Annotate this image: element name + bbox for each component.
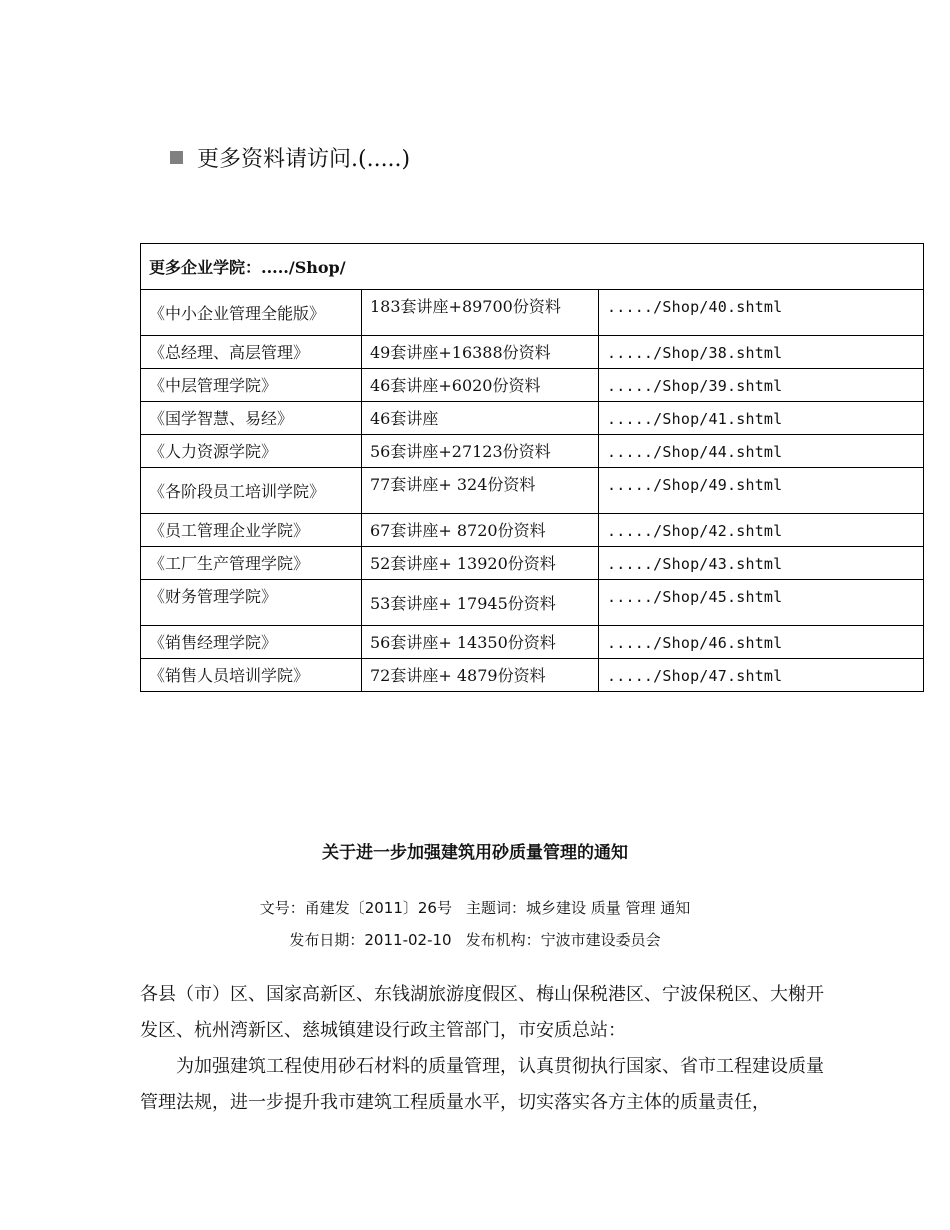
document-keywords: 主题词：城乡建设 质量 管理 通知 [465, 899, 691, 917]
course-name: 《工厂生产管理学院》 [141, 547, 362, 580]
course-content: 56套讲座+27123份资料 [362, 435, 599, 468]
table-row [141, 402, 924, 435]
course-link[interactable]: ...../Shop/43.shtml [599, 547, 924, 580]
document-meta-line-2 [0, 929, 950, 950]
publish-date: 发布日期：2011-02-10 [289, 931, 452, 949]
course-link[interactable]: ...../Shop/39.shtml [599, 369, 924, 402]
course-link[interactable]: ...../Shop/38.shtml [599, 336, 924, 369]
course-name: 《国学智慧、易经》 [141, 402, 362, 435]
course-link[interactable]: ...../Shop/40.shtml [599, 290, 924, 336]
course-name: 《销售人员培训学院》 [141, 659, 362, 692]
table-row [141, 659, 924, 692]
course-link[interactable]: ...../Shop/49.shtml [599, 468, 924, 514]
table-row [141, 468, 924, 514]
course-link[interactable]: ...../Shop/47.shtml [599, 659, 924, 692]
course-name: 《人力资源学院》 [141, 435, 362, 468]
course-name: 《总经理、高层管理》 [141, 336, 362, 369]
table-row [141, 626, 924, 659]
table-row [141, 514, 924, 547]
course-content: 52套讲座+ 13920份资料 [362, 547, 599, 580]
table-row [141, 435, 924, 468]
course-catalog-table [140, 243, 924, 692]
course-link[interactable]: ...../Shop/46.shtml [599, 626, 924, 659]
more-info-text: 更多资料请访问.(.....) [197, 147, 411, 172]
course-name: 《中层管理学院》 [141, 369, 362, 402]
table-row [141, 547, 924, 580]
course-name: 《员工管理企业学院》 [141, 514, 362, 547]
course-link[interactable]: ...../Shop/42.shtml [599, 514, 924, 547]
document-body [140, 977, 830, 1121]
course-content: 46套讲座 [362, 402, 599, 435]
table-title: 更多企业学院：...../Shop/ [141, 244, 924, 290]
table-row [141, 580, 924, 626]
course-name: 《销售经理学院》 [141, 626, 362, 659]
table-row [141, 369, 924, 402]
course-link[interactable]: ...../Shop/44.shtml [599, 435, 924, 468]
course-content: 46套讲座+6020份资料 [362, 369, 599, 402]
document-number: 文号：甬建发〔2011〕26号 [259, 899, 452, 917]
body-paragraph: 为加强建筑工程使用砂石材料的质量管理，认真贯彻执行国家、省市工程建设质量管理法规，进一步提升我市建筑工程质量水平，切实落实各方主体的质量责任， [140, 1056, 824, 1113]
table-row [141, 336, 924, 369]
course-content: 53套讲座+ 17945份资料 [362, 580, 599, 626]
course-name: 《中小企业管理全能版》 [141, 290, 362, 336]
course-link[interactable]: ...../Shop/45.shtml [599, 580, 924, 626]
course-content: 72套讲座+ 4879份资料 [362, 659, 599, 692]
course-name: 《各阶段员工培训学院》 [141, 468, 362, 514]
course-content: 67套讲座+ 8720份资料 [362, 514, 599, 547]
table-title-row [141, 244, 924, 290]
issuing-agency: 发布机构：宁波市建设委员会 [465, 931, 661, 949]
course-content: 183套讲座+89700份资料 [362, 290, 599, 336]
more-info-line [170, 142, 410, 173]
salutation-paragraph: 各县（市）区、国家高新区、东钱湖旅游度假区、梅山保税港区、宁波保税区、大榭开发区、杭州湾新区、慈城镇建设行政主管部门，市安质总站： [140, 984, 824, 1041]
course-name: 《财务管理学院》 [141, 580, 362, 626]
document-title: 关于进一步加强建筑用砂质量管理的通知 [322, 843, 628, 863]
course-content: 56套讲座+ 14350份资料 [362, 626, 599, 659]
course-content: 77套讲座+ 324份资料 [362, 468, 599, 514]
document-meta-line-1 [0, 897, 950, 918]
course-link[interactable]: ...../Shop/41.shtml [599, 402, 924, 435]
square-bullet-icon [170, 151, 183, 164]
course-content: 49套讲座+16388份资料 [362, 336, 599, 369]
table-row [141, 290, 924, 336]
